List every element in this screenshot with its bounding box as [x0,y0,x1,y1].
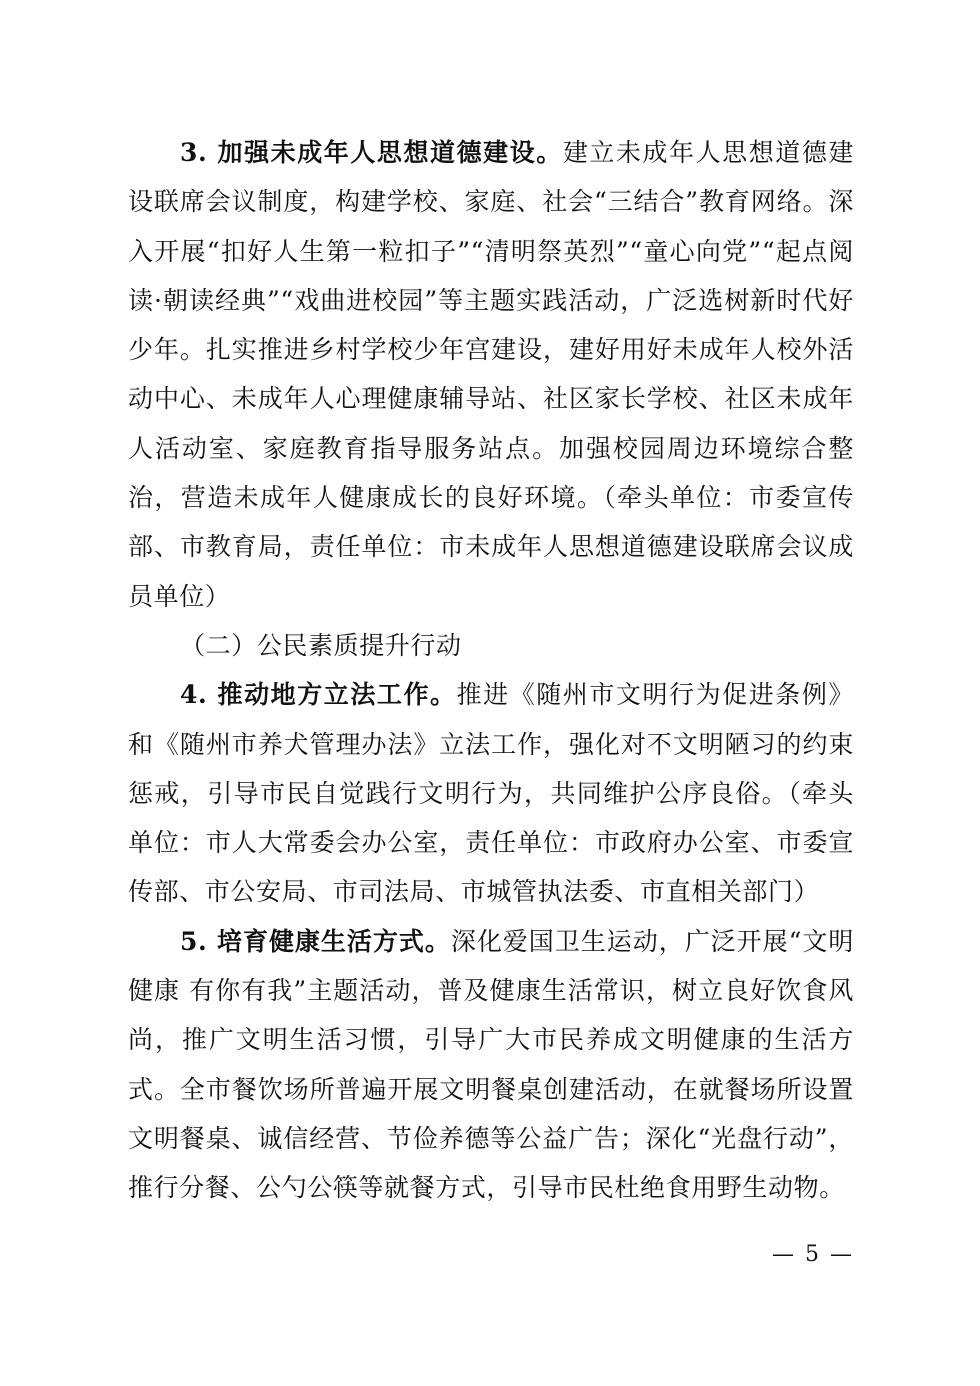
document-page [128,128,854,1213]
paragraph-5 [128,917,854,1213]
paragraph-4 [128,670,854,916]
page-number: — 5 — [772,1242,854,1267]
paragraph-4-heading: 4. 推动地方立法工作。 [180,680,457,710]
paragraph-3-body: 建立未成年人思想道德建设联席会议制度，构建学校、家庭、社会“三结合”教育网络。深入开展“扣好人生第一粒扣子”“清明祭英烈”“童心向党”“起点阅读·朝读经典”“戏曲进校园”等主题实践活动，广泛选树新时代好少年。扎实推进乡村学校少年宫建设，建好用好未成年人校外活动中心、未成年人心理健康辅导站、社区家长学校、社区未成年人活动室、家庭教育指导服务站点。加强校园周边环境综合整治，营造未成年人健康成长的良好环境。（牵头单位：市委宣传部、市教育局，责任单位：市未成年人思想道德建设联席会议成员单位） [128,138,854,611]
section-heading-2: （二）公民素质提升行动 [180,630,462,660]
paragraph-4-body: 推进《随州市文明行为促进条例》和《随州市养犬管理办法》立法工作，强化对不文明陋习的约束惩戒，引导市民自觉践行文明行为，共同维护公序良俗。（牵头单位：市人大常委会办公室，责任单位：市政府办公室、市委宣传部、市公安局、市司法局、市城管执法委、市直相关部门） [128,680,854,907]
paragraph-5-body: 深化爱国卫生运动，广泛开展“文明健康 有你有我”主题活动，普及健康生活常识，树立良好饮食风尚，推广文明生活习惯，引导广大市民养成文明健康的生活方式。全市餐饮场所普遍开展文明餐桌创建活动，在就餐场所设置文明餐桌、诚信经营、节俭养德等公益广告；深化“光盘行动”，推行分餐、公勺公筷等就餐方式，引导市民杜绝食用野生动物。 [128,926,854,1203]
paragraph-3-heading: 3. 加强未成年人思想道德建设。 [180,138,563,167]
paragraph-5-heading: 5. 培育健康生活方式。 [180,926,451,956]
paragraph-3 [128,128,854,621]
